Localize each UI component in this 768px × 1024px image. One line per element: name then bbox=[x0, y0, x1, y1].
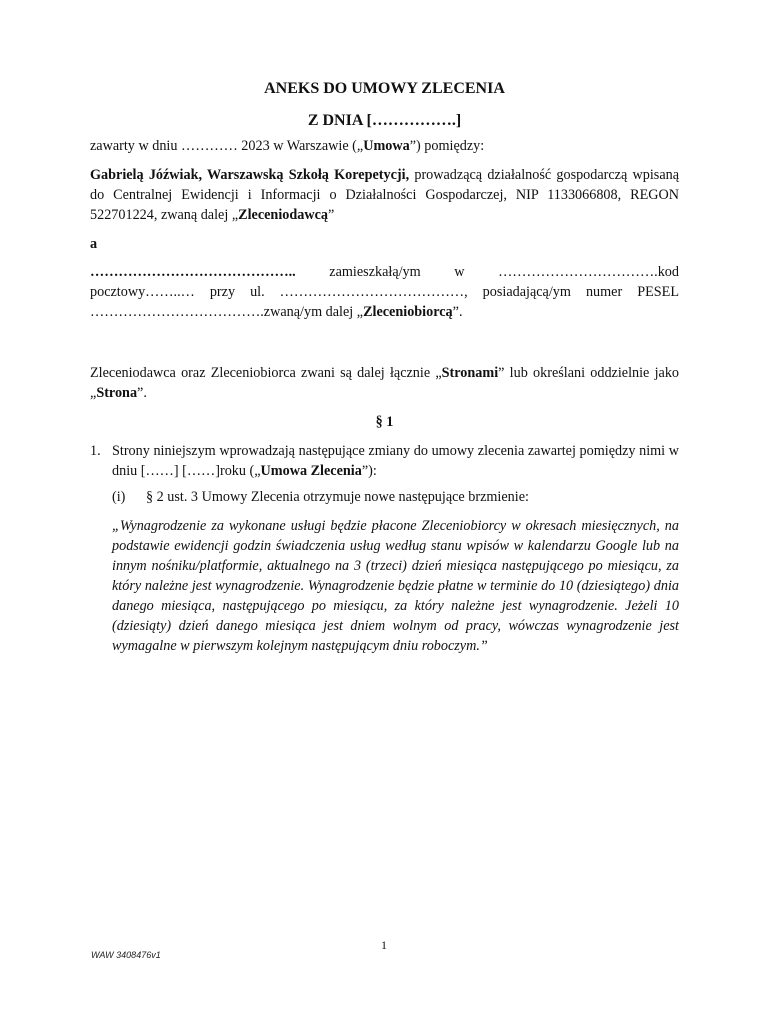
document-reference: WAW 3408476v1 bbox=[91, 950, 161, 960]
parties-text: Zleceniodawca oraz Zleceniobiorca zwani są dalej łącznie „ bbox=[90, 365, 442, 381]
parties-text-end: ”. bbox=[137, 385, 147, 401]
party2-role: Zleceniobiorcą bbox=[363, 304, 453, 320]
list-item-1 bbox=[90, 441, 679, 481]
party2-role-end: ”. bbox=[452, 304, 463, 320]
parties-term-strona: Strona bbox=[96, 385, 138, 401]
party2-line2: pocztowy……..… przy ul. …………………………………, posiadającą/ym numer PESEL bbox=[90, 284, 679, 300]
sub-item-number: (i) bbox=[112, 489, 126, 505]
party1-role: Zleceniodawcą bbox=[238, 207, 328, 223]
party1-role-end: ” bbox=[327, 207, 335, 223]
document-subtitle: Z DNIA […………….] bbox=[307, 112, 462, 129]
spacer bbox=[90, 331, 679, 363]
intro-paragraph bbox=[90, 136, 679, 156]
list-item-text: Strony niniejszym wprowadzają następujące zmiany do umowy zlecenia zawartej pomiędzy nimi w dniu [……] [……]roku („ bbox=[112, 443, 679, 479]
document-title: ANEKS DO UMOWY ZLECENIA bbox=[264, 80, 505, 97]
sub-item-i bbox=[90, 487, 679, 507]
party1-name: Gabrielą Jóźwiak, Warszawską Szkołą Korepetycji, bbox=[90, 167, 410, 183]
section-heading: § 1 bbox=[375, 414, 394, 430]
party2-paragraph bbox=[90, 262, 679, 322]
party2-name-placeholder: …………………………………….. bbox=[90, 264, 296, 280]
amended-clause-quote: „Wynagrodzenie za wykonane usługi będzie płacone Zleceniobiorcy w okresach miesięcznych, na podstawie ewidencji godzin świadczenia usług według stanu wpisów w kalendarzu Google lub na innym nośniku/platformie, aktualnego na 3 (trzeci) dzień miesiąca następującego po miesiącu, za który należne jest wynagrodzenie. Wynagrodzenie będzie płatne w terminie do 10 (dziesiątego) dnia danego miesiąca, następującego po miesiącu, za który należne jest wynagrodzenie. Jeżeli 10 (dziesiąty) dzień danego miesiąca jest dniem wolnym od pracy, wówczas wynagrodzenie jest wymagalne w pierwszym kolejnym następującym dniu roboczym.” bbox=[112, 518, 679, 654]
parties-paragraph bbox=[90, 363, 679, 403]
list-item-defined-term: Umowa Zlecenia bbox=[260, 463, 362, 479]
list-item-number: 1. bbox=[90, 443, 101, 459]
party1-paragraph bbox=[90, 165, 679, 225]
party2-line1 bbox=[90, 262, 679, 282]
intro-text: zawarty w dniu ………… 2023 w Warszawie („ bbox=[90, 138, 364, 154]
document-body bbox=[90, 78, 679, 656]
party2-line3 bbox=[90, 302, 679, 322]
parties-text-middle: ” lub określani oddzielnie jako „ bbox=[90, 365, 680, 401]
sub-item-text: § 2 ust. 3 Umowy Zlecenia otrzymuje nowe następujące brzmienie: bbox=[146, 489, 529, 505]
party1-description: prowadzącą działalność gospodarczą wpisaną do Centralnej Ewidencji i Informacji o Działalności Gospodarczej, NIP 1133066808, REGON 522701224, zwaną dalej „ bbox=[90, 167, 680, 223]
page-number: 1 bbox=[381, 938, 387, 952]
parties-term-stronami: Stronami bbox=[441, 365, 499, 381]
party2-address: zamieszkałą/ym w …………………………….kod bbox=[295, 264, 679, 280]
conjunction: a bbox=[90, 236, 98, 252]
list-item-text-end: ”): bbox=[361, 463, 377, 479]
intro-text-end: ”) pomiędzy: bbox=[409, 138, 485, 154]
party2-line3-text: ……………………………….zwaną/ym dalej „ bbox=[90, 304, 364, 320]
intro-defined-term: Umowa bbox=[363, 138, 410, 154]
